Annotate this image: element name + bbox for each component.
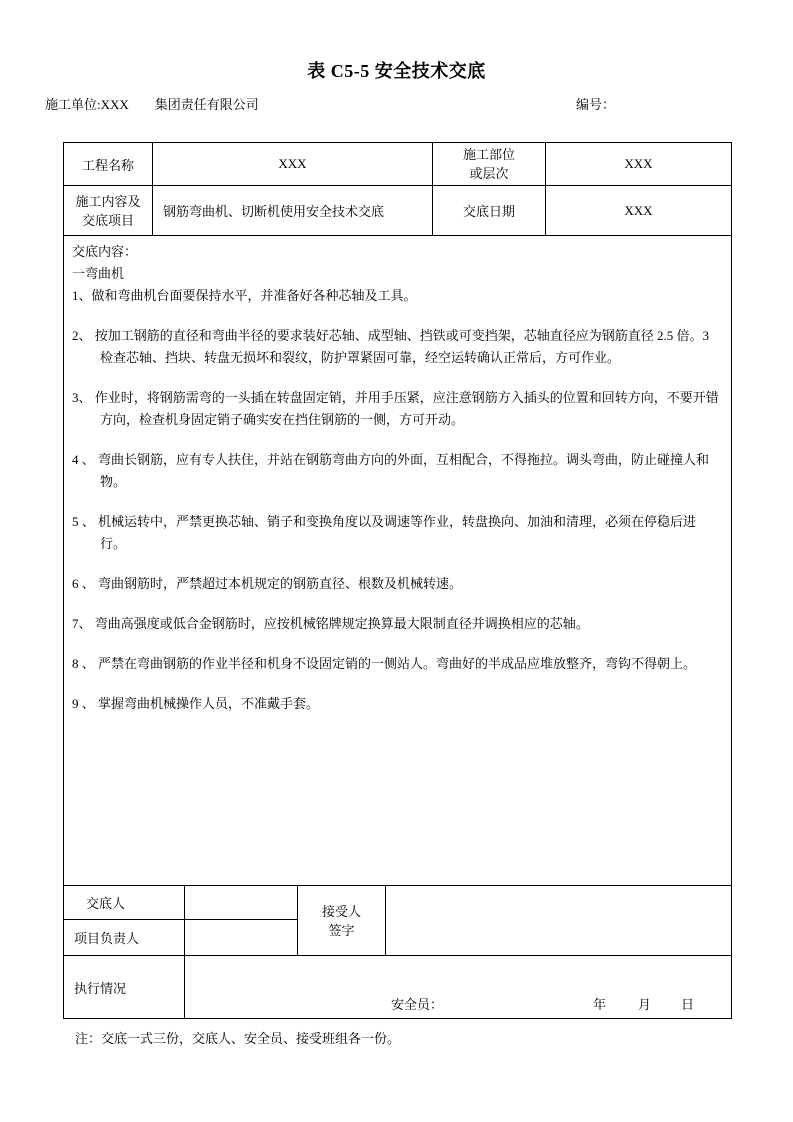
content-item: 3、 作业时，将钢筋需弯的一头插在转盘固定销，并用手压紧，应注意钢筋方入插头的位置和回转方向，不要开错方向，检查机身固定销子确实安在挡住钢筋的一侧，方可开动。 bbox=[72, 390, 719, 427]
receiver-sign-label bbox=[298, 886, 386, 956]
execution-value-cell bbox=[185, 956, 732, 1019]
content-item: 7、 弯曲高强度或低合金钢筋时，应按机械铭牌规定换算最大限制直径并调换相应的芯轴。 bbox=[72, 616, 589, 631]
footer-note: 注：交底一式三份，交底人、安全员、接受班组各一份。 bbox=[75, 1031, 401, 1046]
discloser-value-cell bbox=[185, 886, 298, 920]
content-project-value: 钢筋弯曲机、切断机使用安全技术交底 bbox=[153, 186, 433, 236]
content-project-label bbox=[64, 186, 153, 236]
receiver-sign-label-line2: 签字 bbox=[328, 922, 355, 938]
construction-part-label-line1: 施工部位 bbox=[462, 147, 515, 162]
info-row-project bbox=[64, 143, 732, 186]
content-item: 1、做和弯曲机台面要保持水平，并准备好各种芯轴及工具。 bbox=[72, 288, 417, 303]
project-name-value: XXX bbox=[153, 143, 433, 186]
content-section-title: 一弯曲机 bbox=[72, 266, 125, 281]
construction-part-value: XXX bbox=[546, 143, 732, 186]
manager-value-cell bbox=[185, 920, 298, 956]
content-item: 2、 按加工钢筋的直径和弯曲半径的要求装好芯轴、成型轴、挡铁或可变挡架，芯轴直径应为钢筋直径 2.5 倍。3 检查芯轴、挡块、转盘无损坏和裂纹，防护罩紧固可靠，经空运转确认正常后，方可作业。 bbox=[72, 328, 710, 365]
header-subline bbox=[0, 94, 793, 112]
day-label: 日 bbox=[681, 997, 695, 1012]
project-name-label: 工程名称 bbox=[64, 143, 153, 186]
disclosure-content-table bbox=[63, 235, 732, 886]
construction-unit-line: 施工单位:XXX 集团责任有限公司 bbox=[45, 97, 259, 112]
form-title: 表 C5-5 安全技术交底 bbox=[307, 61, 486, 81]
content-item: 5 、 机械运转中，严禁更换芯轴、销子和变换角度以及调速等作业，转盘换向、加油和清理，必须在停稳后进行。 bbox=[72, 514, 697, 551]
receiver-sign-label-line1: 接受人 bbox=[321, 903, 361, 919]
signature-table bbox=[63, 885, 732, 1019]
manager-label: 项目负责人 bbox=[64, 920, 185, 956]
execution-label: 执行情况 bbox=[64, 956, 185, 1019]
disclosure-date-value: XXX bbox=[546, 186, 732, 236]
discloser-row bbox=[64, 886, 732, 920]
year-label: 年 bbox=[593, 997, 607, 1012]
info-row-content bbox=[64, 186, 732, 236]
month-label: 月 bbox=[638, 997, 652, 1012]
discloser-label: 交底人 bbox=[64, 886, 185, 920]
content-project-label-line2: 交底项目 bbox=[81, 212, 134, 228]
construction-part-label bbox=[433, 143, 546, 186]
content-project-label-line1: 施工内容及 bbox=[75, 193, 141, 209]
disclosure-date-label: 交底日期 bbox=[433, 186, 546, 236]
content-heading: 交底内容： bbox=[72, 244, 138, 259]
execution-row bbox=[64, 956, 732, 1019]
content-item: 8 、 严禁在弯曲钢筋的作业半径和机身不设固定销的一侧站人。弯曲好的半成品应堆放整齐，弯钩不得朝上。 bbox=[72, 656, 697, 671]
receiver-sign-value-cell bbox=[386, 886, 732, 956]
form-number-label: 编号： bbox=[576, 97, 616, 112]
safety-officer-label: 安全员： bbox=[391, 997, 444, 1012]
content-item: 6 、 弯曲钢筋时，严禁超过本机规定的钢筋直径、根数及机械转速。 bbox=[72, 576, 463, 591]
construction-part-label-line2: 或层次 bbox=[469, 166, 509, 181]
content-item: 4 、 弯曲长钢筋，应有专人扶住，并站在钢筋弯曲方向的外面，互相配合，不得拖拉。调头弯曲，防止碰撞人和物。 bbox=[72, 452, 710, 489]
content-item: 9 、 掌握弯曲机械操作人员，不准戴手套。 bbox=[72, 696, 320, 711]
info-table bbox=[63, 142, 732, 236]
disclosure-content-cell bbox=[64, 236, 732, 886]
